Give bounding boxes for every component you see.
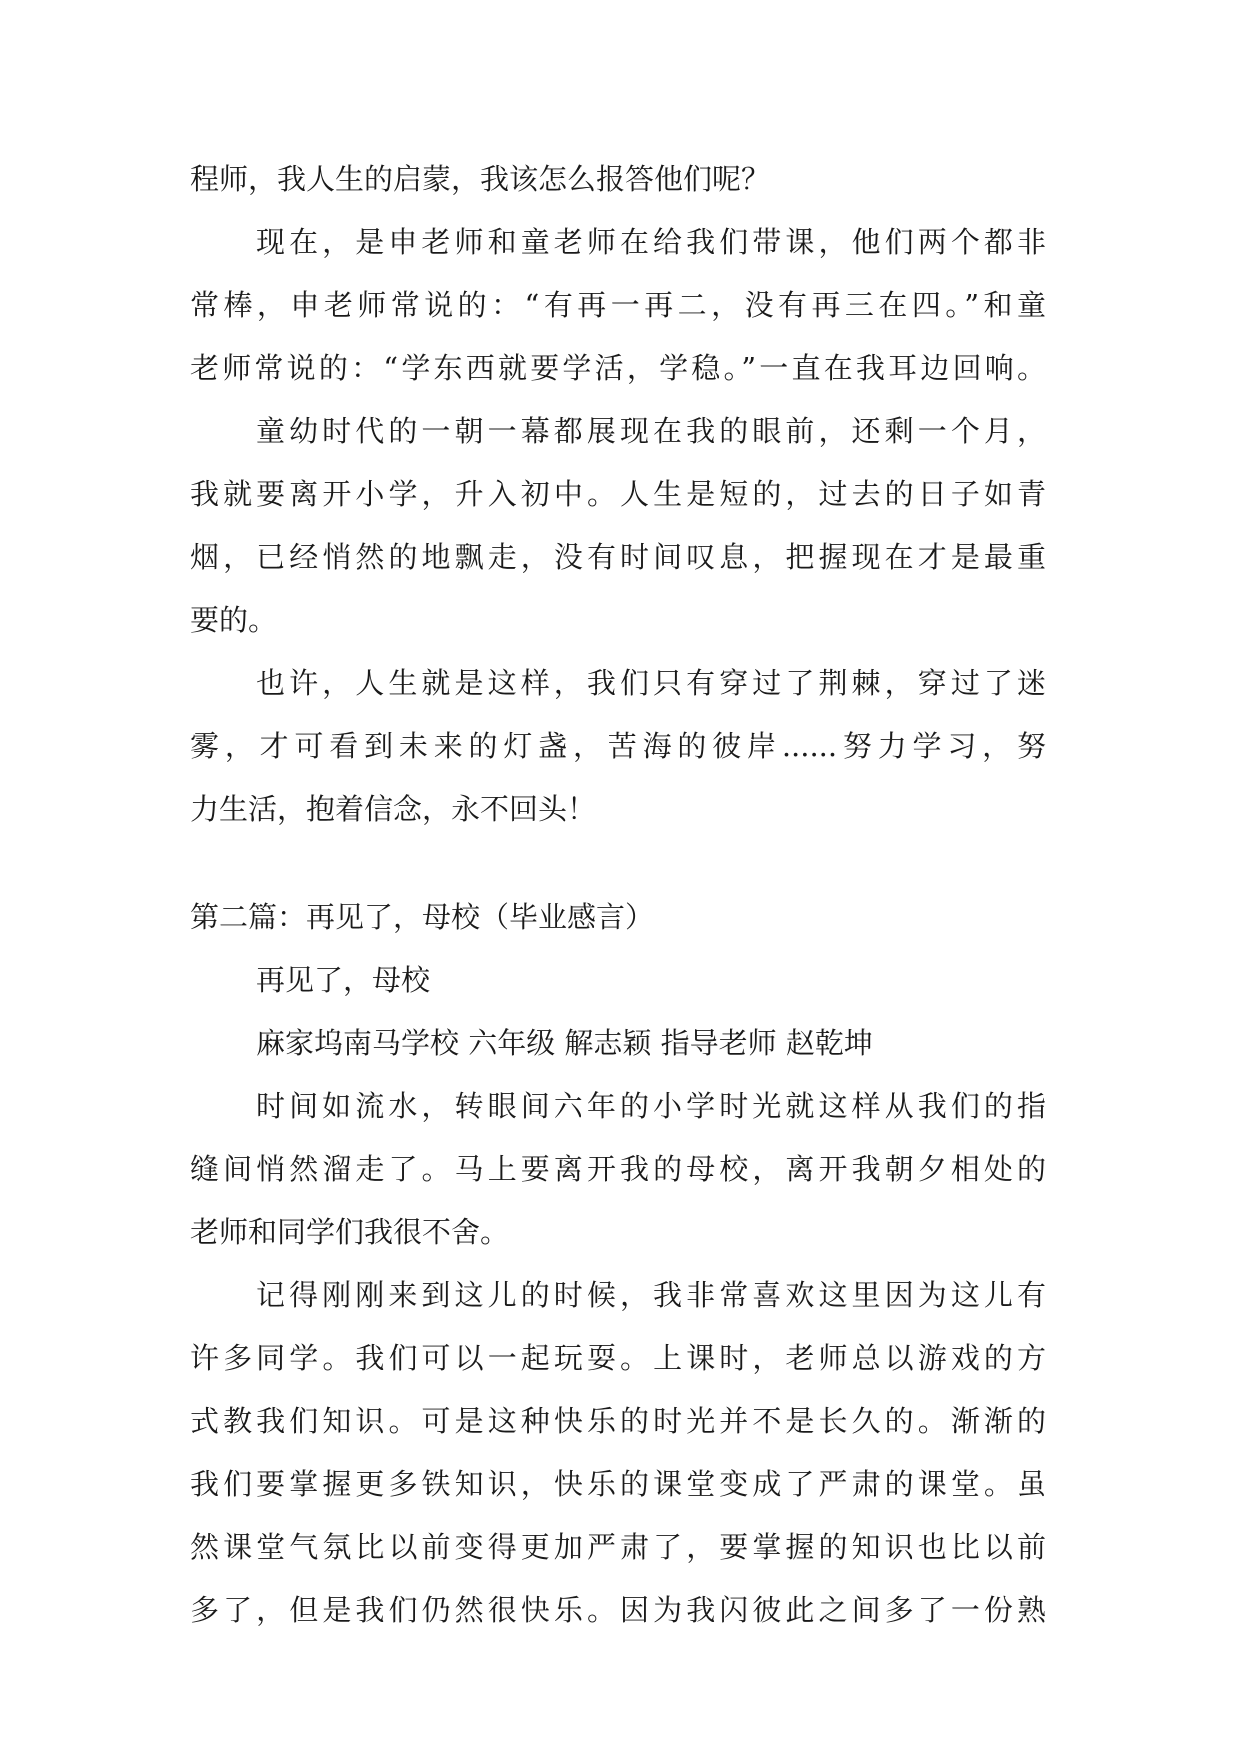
line-text: 许多同学。我们可以一起玩耍。上课时，老师总以游戏的方 <box>190 1341 1046 1375</box>
paragraph-line <box>190 1467 1046 1530</box>
paragraph-line <box>190 1593 1046 1656</box>
heading-text: 第二篇：再见了，母校（毕业感言） <box>190 900 655 934</box>
author-text: 麻家坞南马学校 六年级 解志颖 指导老师 赵乾坤 <box>256 1026 873 1060</box>
paragraph-line <box>256 225 1046 288</box>
paragraph-line <box>190 162 771 225</box>
paragraph-line <box>256 1278 1046 1341</box>
line-text: 雾，才可看到未来的灯盏，苦海的彼岸......努力学习，努 <box>190 729 1046 763</box>
paragraph-line <box>190 1341 1046 1404</box>
line-text: 也许，人生就是这样，我们只有穿过了荆棘，穿过了迷 <box>256 666 1046 700</box>
paragraph-line <box>190 1404 1046 1467</box>
paragraph-line <box>190 477 1046 540</box>
line-text: 我就要离开小学，升入初中。人生是短的，过去的日子如青 <box>190 477 1046 511</box>
line-text: 现在，是申老师和童老师在给我们带课，他们两个都非 <box>256 225 1046 259</box>
paragraph-line <box>190 729 1046 792</box>
paragraph-line <box>256 1089 1046 1152</box>
paragraph-line <box>190 603 278 666</box>
paragraph-line <box>190 1152 1046 1215</box>
paragraph-line <box>190 540 1046 603</box>
title-text: 再见了，母校 <box>256 963 431 997</box>
paragraph-line <box>256 666 1046 729</box>
section-heading <box>190 900 655 963</box>
article-title <box>256 963 431 1026</box>
line-text: 式教我们知识。可是这种快乐的时光并不是长久的。渐渐的 <box>190 1404 1046 1438</box>
paragraph-line <box>190 1215 510 1278</box>
paragraph-line <box>256 414 1046 477</box>
line-text: 常棒，申老师常说的：“有再一再二，没有再三在四。”和童 <box>190 288 1046 322</box>
line-text: 老师常说的：“学东西就要学活，学稳。”一直在我耳边回响。 <box>190 351 1046 385</box>
line-text: 然课堂气氛比以前变得更加严肃了，要掌握的知识也比以前 <box>190 1530 1046 1564</box>
line-text: 童幼时代的一朝一幕都展现在我的眼前，还剩一个月， <box>256 414 1046 448</box>
line-text: 烟，已经悄然的地飘走，没有时间叹息，把握现在才是最重 <box>190 540 1046 574</box>
line-text: 记得刚刚来到这儿的时候，我非常喜欢这里因为这儿有 <box>256 1278 1046 1312</box>
line-text: 要的。 <box>190 603 278 637</box>
line-text: 程师，我人生的启蒙，我该怎么报答他们呢？ <box>190 162 771 196</box>
paragraph-line <box>190 288 1046 351</box>
line-text: 时间如流水，转眼间六年的小学时光就这样从我们的指 <box>256 1089 1046 1123</box>
line-text: 缝间悄然溜走了。马上要离开我的母校，离开我朝夕相处的 <box>190 1152 1046 1186</box>
line-text: 老师和同学们我很不舍。 <box>190 1215 510 1249</box>
paragraph-line <box>190 1530 1046 1593</box>
paragraph-line <box>190 792 597 855</box>
line-text: 多了，但是我们仍然很快乐。因为我闪彼此之间多了一份熟 <box>190 1593 1046 1627</box>
author-line <box>256 1026 873 1089</box>
line-text: 力生活，抱着信念，永不回头！ <box>190 792 597 826</box>
paragraph-line <box>190 351 1046 414</box>
line-text: 我们要掌握更多铁知识，快乐的课堂变成了严肃的课堂。虽 <box>190 1467 1046 1501</box>
